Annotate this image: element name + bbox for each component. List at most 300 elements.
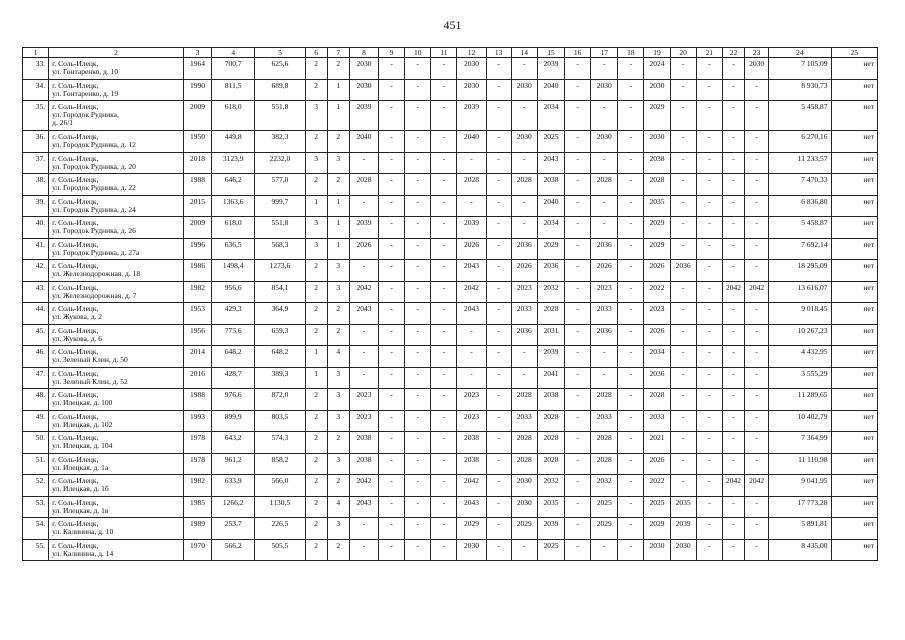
year-built: 1989 [183, 518, 211, 540]
col-15: 2039 [537, 518, 564, 540]
col-11: - [431, 58, 457, 80]
col-8: - [349, 518, 378, 540]
col-13: - [486, 303, 511, 325]
col-21: - [696, 174, 722, 196]
col-20: 2030 [670, 539, 696, 561]
col-13: - [486, 174, 511, 196]
col-10: - [405, 152, 431, 174]
total-area: 633,9 [212, 475, 255, 497]
col-22: - [722, 496, 744, 518]
col-12: - [457, 324, 486, 346]
col-15: 2028 [537, 410, 564, 432]
year-built: 2018 [183, 152, 211, 174]
col-17: 2030 [591, 131, 618, 153]
col-16: - [565, 174, 591, 196]
floors: 2 [305, 79, 327, 101]
row-number: 39. [23, 195, 49, 217]
entrances: 2 [327, 539, 349, 561]
col-12: 2040 [457, 131, 486, 153]
year-built: 1988 [183, 389, 211, 411]
entrances: 3 [327, 453, 349, 475]
col-9: - [379, 346, 405, 368]
col-15: 2031 [537, 324, 564, 346]
cost-cell: 7 364,99 [769, 432, 831, 454]
col-11: - [431, 238, 457, 260]
living-area: 566,0 [255, 475, 305, 497]
col-20: 2039 [670, 518, 696, 540]
col-21: - [696, 131, 722, 153]
col-11: - [431, 496, 457, 518]
cost-cell: 11 110,98 [769, 453, 831, 475]
col-19: 2029 [644, 238, 670, 260]
col-21: - [696, 475, 722, 497]
living-area: 389,3 [255, 367, 305, 389]
status-cell: нет [831, 217, 877, 239]
floors: 3 [305, 101, 327, 131]
col-21: - [696, 518, 722, 540]
col-10: - [405, 324, 431, 346]
col-8: 2030 [349, 58, 378, 80]
col-9: - [379, 152, 405, 174]
col-8: - [349, 346, 378, 368]
col-15: 2043 [537, 152, 564, 174]
col-17: 2023 [591, 281, 618, 303]
col-9: - [379, 389, 405, 411]
col-16: - [565, 324, 591, 346]
col-18: - [618, 324, 644, 346]
col-8: 2042 [349, 475, 378, 497]
col-21: - [696, 217, 722, 239]
col-8: - [349, 195, 378, 217]
col-22: - [722, 346, 744, 368]
col-8: 2026 [349, 238, 378, 260]
entrances: 2 [327, 432, 349, 454]
col-23: - [745, 432, 769, 454]
col-17: 2028 [591, 174, 618, 196]
col-11: - [431, 131, 457, 153]
col-9: - [379, 453, 405, 475]
col-19: 2022 [644, 475, 670, 497]
col-11: - [431, 518, 457, 540]
col-13: - [486, 324, 511, 346]
cost-cell: 8 435,00 [769, 539, 831, 561]
col-11: - [431, 79, 457, 101]
year-built: 1996 [183, 238, 211, 260]
column-number: 8 [349, 48, 378, 58]
col-14: 2030 [511, 475, 537, 497]
col-14: 2033 [511, 303, 537, 325]
total-area: 566,2 [212, 539, 255, 561]
col-16: - [565, 303, 591, 325]
floors: 2 [305, 303, 327, 325]
col-20: - [670, 238, 696, 260]
col-15: 2025 [537, 131, 564, 153]
status-cell: нет [831, 195, 877, 217]
col-20: - [670, 432, 696, 454]
col-19: 2029 [644, 518, 670, 540]
col-14: - [511, 367, 537, 389]
col-14: 2030 [511, 131, 537, 153]
col-16: - [565, 195, 591, 217]
col-12: 2030 [457, 58, 486, 80]
col-17: - [591, 217, 618, 239]
status-cell: нет [831, 475, 877, 497]
col-18: - [618, 346, 644, 368]
col-8: 2042 [349, 281, 378, 303]
col-15: 2032 [537, 475, 564, 497]
col-20: - [670, 346, 696, 368]
year-built: 2015 [183, 195, 211, 217]
column-number: 22 [722, 48, 744, 58]
col-23: - [745, 410, 769, 432]
entrances: 1 [327, 238, 349, 260]
col-21: - [696, 346, 722, 368]
col-11: - [431, 101, 457, 131]
col-15: 2025 [537, 539, 564, 561]
year-built: 1950 [183, 131, 211, 153]
entrances: 1 [327, 217, 349, 239]
col-20: - [670, 453, 696, 475]
col-8: 2040 [349, 131, 378, 153]
col-8: 2028 [349, 174, 378, 196]
col-12: 2023 [457, 389, 486, 411]
table-row [23, 453, 878, 475]
col-18: - [618, 496, 644, 518]
col-17: 2028 [591, 453, 618, 475]
year-built: 2009 [183, 101, 211, 131]
col-21: - [696, 79, 722, 101]
col-19: 2034 [644, 346, 670, 368]
status-cell: нет [831, 410, 877, 432]
col-12: 2038 [457, 432, 486, 454]
col-16: - [565, 475, 591, 497]
column-number: 15 [537, 48, 564, 58]
col-14: - [511, 539, 537, 561]
col-8: 2038 [349, 453, 378, 475]
table-row [23, 101, 878, 131]
status-cell: нет [831, 58, 877, 80]
col-19: 2026 [644, 260, 670, 282]
col-20: - [670, 324, 696, 346]
col-15: 2028 [537, 432, 564, 454]
entrances: 2 [327, 324, 349, 346]
col-16: - [565, 346, 591, 368]
status-cell: нет [831, 281, 877, 303]
col-10: - [405, 281, 431, 303]
col-16: - [565, 453, 591, 475]
col-10: - [405, 346, 431, 368]
col-23: 2030 [745, 58, 769, 80]
col-22: - [722, 432, 744, 454]
total-area: 618,0 [212, 217, 255, 239]
col-23: - [745, 346, 769, 368]
col-11: - [431, 303, 457, 325]
col-18: - [618, 260, 644, 282]
column-number: 18 [618, 48, 644, 58]
address: г. Соль-Илецк, ул. Городок Рудника, д. 27а [49, 238, 184, 260]
entrances: 3 [327, 410, 349, 432]
col-15: 2028 [537, 453, 564, 475]
col-11: - [431, 260, 457, 282]
page-number: 451 [443, 18, 462, 32]
table-row [23, 432, 878, 454]
col-16: - [565, 101, 591, 131]
status-cell: нет [831, 238, 877, 260]
total-area: 646,2 [212, 174, 255, 196]
row-number: 37. [23, 152, 49, 174]
col-10: - [405, 131, 431, 153]
col-11: - [431, 217, 457, 239]
total-area: 3123,9 [212, 152, 255, 174]
row-number: 36. [23, 131, 49, 153]
col-14: - [511, 101, 537, 131]
col-16: - [565, 217, 591, 239]
col-13: - [486, 131, 511, 153]
floors: 2 [305, 281, 327, 303]
col-21: - [696, 496, 722, 518]
year-built: 1986 [183, 260, 211, 282]
total-area: 899,9 [212, 410, 255, 432]
col-19: 2028 [644, 389, 670, 411]
col-9: - [379, 496, 405, 518]
col-22: 2042 [722, 281, 744, 303]
entrances: 1 [327, 79, 349, 101]
entrances: 4 [327, 346, 349, 368]
col-23: - [745, 453, 769, 475]
col-19: 2026 [644, 324, 670, 346]
col-22: - [722, 367, 744, 389]
table-row [23, 410, 878, 432]
living-area: 505,5 [255, 539, 305, 561]
col-14: 2036 [511, 238, 537, 260]
column-number: 5 [255, 48, 305, 58]
col-16: - [565, 496, 591, 518]
col-17: 2026 [591, 260, 618, 282]
col-13: - [486, 539, 511, 561]
col-17: 2033 [591, 303, 618, 325]
col-12: 2042 [457, 281, 486, 303]
col-19: 2038 [644, 152, 670, 174]
col-13: - [486, 453, 511, 475]
col-11: - [431, 367, 457, 389]
col-12: - [457, 152, 486, 174]
status-cell: нет [831, 367, 877, 389]
col-23: - [745, 195, 769, 217]
column-number: 4 [212, 48, 255, 58]
col-9: - [379, 195, 405, 217]
col-13: - [486, 152, 511, 174]
col-18: - [618, 152, 644, 174]
living-area: 364,9 [255, 303, 305, 325]
table-row [23, 539, 878, 561]
table-row [23, 496, 878, 518]
table-row [23, 79, 878, 101]
col-13: - [486, 367, 511, 389]
col-22: - [722, 238, 744, 260]
col-8: - [349, 260, 378, 282]
col-9: - [379, 79, 405, 101]
column-number: 17 [591, 48, 618, 58]
entrances: 3 [327, 389, 349, 411]
col-14: - [511, 346, 537, 368]
col-13: - [486, 79, 511, 101]
col-13: - [486, 389, 511, 411]
col-20: - [670, 475, 696, 497]
col-13: - [486, 101, 511, 131]
col-22: - [722, 79, 744, 101]
col-15: 2038 [537, 174, 564, 196]
col-14: 2030 [511, 496, 537, 518]
total-area: 1363,6 [212, 195, 255, 217]
col-14: 2028 [511, 432, 537, 454]
living-area: 382,3 [255, 131, 305, 153]
column-number: 10 [405, 48, 431, 58]
year-built: 1970 [183, 539, 211, 561]
col-12: - [457, 195, 486, 217]
column-number: 19 [644, 48, 670, 58]
col-19: 2030 [644, 539, 670, 561]
col-11: - [431, 539, 457, 561]
entrances: 4 [327, 496, 349, 518]
entrances: 2 [327, 58, 349, 80]
address: г. Соль-Илецк, ул. Железнодорожная, д. 18 [49, 260, 184, 282]
col-22: 2042 [722, 475, 744, 497]
col-11: - [431, 475, 457, 497]
address: г. Соль-Илецк, ул. Илецкая, д. 1в [49, 496, 184, 518]
living-area: 858,2 [255, 453, 305, 475]
col-20: - [670, 152, 696, 174]
col-18: - [618, 217, 644, 239]
col-18: - [618, 367, 644, 389]
address: г. Соль-Илецк, ул. Калинина, д. 14 [49, 539, 184, 561]
col-9: - [379, 475, 405, 497]
cost-cell: 7 692,14 [769, 238, 831, 260]
col-22: - [722, 195, 744, 217]
total-area: 429,3 [212, 303, 255, 325]
living-area: 551,8 [255, 217, 305, 239]
entrances: 3 [327, 281, 349, 303]
col-14: 2028 [511, 389, 537, 411]
status-cell: нет [831, 79, 877, 101]
col-22: - [722, 410, 744, 432]
col-20: - [670, 131, 696, 153]
col-18: - [618, 539, 644, 561]
status-cell: нет [831, 432, 877, 454]
column-number: 23 [745, 48, 769, 58]
col-22: - [722, 453, 744, 475]
col-8: - [349, 539, 378, 561]
row-number: 51. [23, 453, 49, 475]
col-14: 2028 [511, 174, 537, 196]
row-number: 43. [23, 281, 49, 303]
total-area: 636,5 [212, 238, 255, 260]
col-22: - [722, 217, 744, 239]
row-number: 54. [23, 518, 49, 540]
col-23: - [745, 238, 769, 260]
year-built: 2014 [183, 346, 211, 368]
col-16: - [565, 131, 591, 153]
col-12: 2030 [457, 539, 486, 561]
col-11: - [431, 389, 457, 411]
col-15: 2040 [537, 195, 564, 217]
floors: 2 [305, 496, 327, 518]
col-17: 2033 [591, 410, 618, 432]
cost-cell: 5 891,81 [769, 518, 831, 540]
col-9: - [379, 238, 405, 260]
col-23: - [745, 217, 769, 239]
row-number: 53. [23, 496, 49, 518]
status-cell: нет [831, 152, 877, 174]
col-23: - [745, 539, 769, 561]
cost-cell: 13 616,07 [769, 281, 831, 303]
total-area: 449,8 [212, 131, 255, 153]
cost-cell: 9 018,45 [769, 303, 831, 325]
cost-cell: 4 432,95 [769, 346, 831, 368]
entrances: 2 [327, 131, 349, 153]
col-23: - [745, 131, 769, 153]
col-19: 2024 [644, 58, 670, 80]
col-20: - [670, 195, 696, 217]
col-11: - [431, 281, 457, 303]
col-21: - [696, 281, 722, 303]
address: г. Соль-Илецк, ул. Городок Рудника, д. 26/1 [49, 101, 184, 131]
col-16: - [565, 260, 591, 282]
col-16: - [565, 79, 591, 101]
col-15: 2034 [537, 101, 564, 131]
col-11: - [431, 324, 457, 346]
col-16: - [565, 410, 591, 432]
col-18: - [618, 238, 644, 260]
col-12: 2039 [457, 101, 486, 131]
row-number: 38. [23, 174, 49, 196]
col-21: - [696, 453, 722, 475]
year-built: 2016 [183, 367, 211, 389]
col-20: - [670, 303, 696, 325]
entrances: 3 [327, 367, 349, 389]
col-14: - [511, 152, 537, 174]
col-10: - [405, 367, 431, 389]
col-17: 2029 [591, 518, 618, 540]
col-13: - [486, 432, 511, 454]
col-23: 2042 [745, 281, 769, 303]
cost-cell: 17 773,28 [769, 496, 831, 518]
col-17: - [591, 58, 618, 80]
total-area: 648,2 [212, 346, 255, 368]
total-area: 961,2 [212, 453, 255, 475]
col-23: - [745, 367, 769, 389]
col-23: - [745, 389, 769, 411]
col-16: - [565, 539, 591, 561]
address: г. Соль-Илецк, ул. Городок Рудника, д. 20 [49, 152, 184, 174]
col-18: - [618, 58, 644, 80]
col-19: 2030 [644, 79, 670, 101]
col-9: - [379, 432, 405, 454]
status-cell: нет [831, 260, 877, 282]
col-15: 2038 [537, 389, 564, 411]
col-23: - [745, 303, 769, 325]
col-14: 2029 [511, 518, 537, 540]
col-12: 2030 [457, 79, 486, 101]
col-15: 2035 [537, 496, 564, 518]
col-13: - [486, 195, 511, 217]
col-9: - [379, 367, 405, 389]
col-15: 2029 [537, 238, 564, 260]
col-13: - [486, 238, 511, 260]
col-11: - [431, 174, 457, 196]
year-built: 1978 [183, 453, 211, 475]
col-20: - [670, 410, 696, 432]
col-23: - [745, 518, 769, 540]
